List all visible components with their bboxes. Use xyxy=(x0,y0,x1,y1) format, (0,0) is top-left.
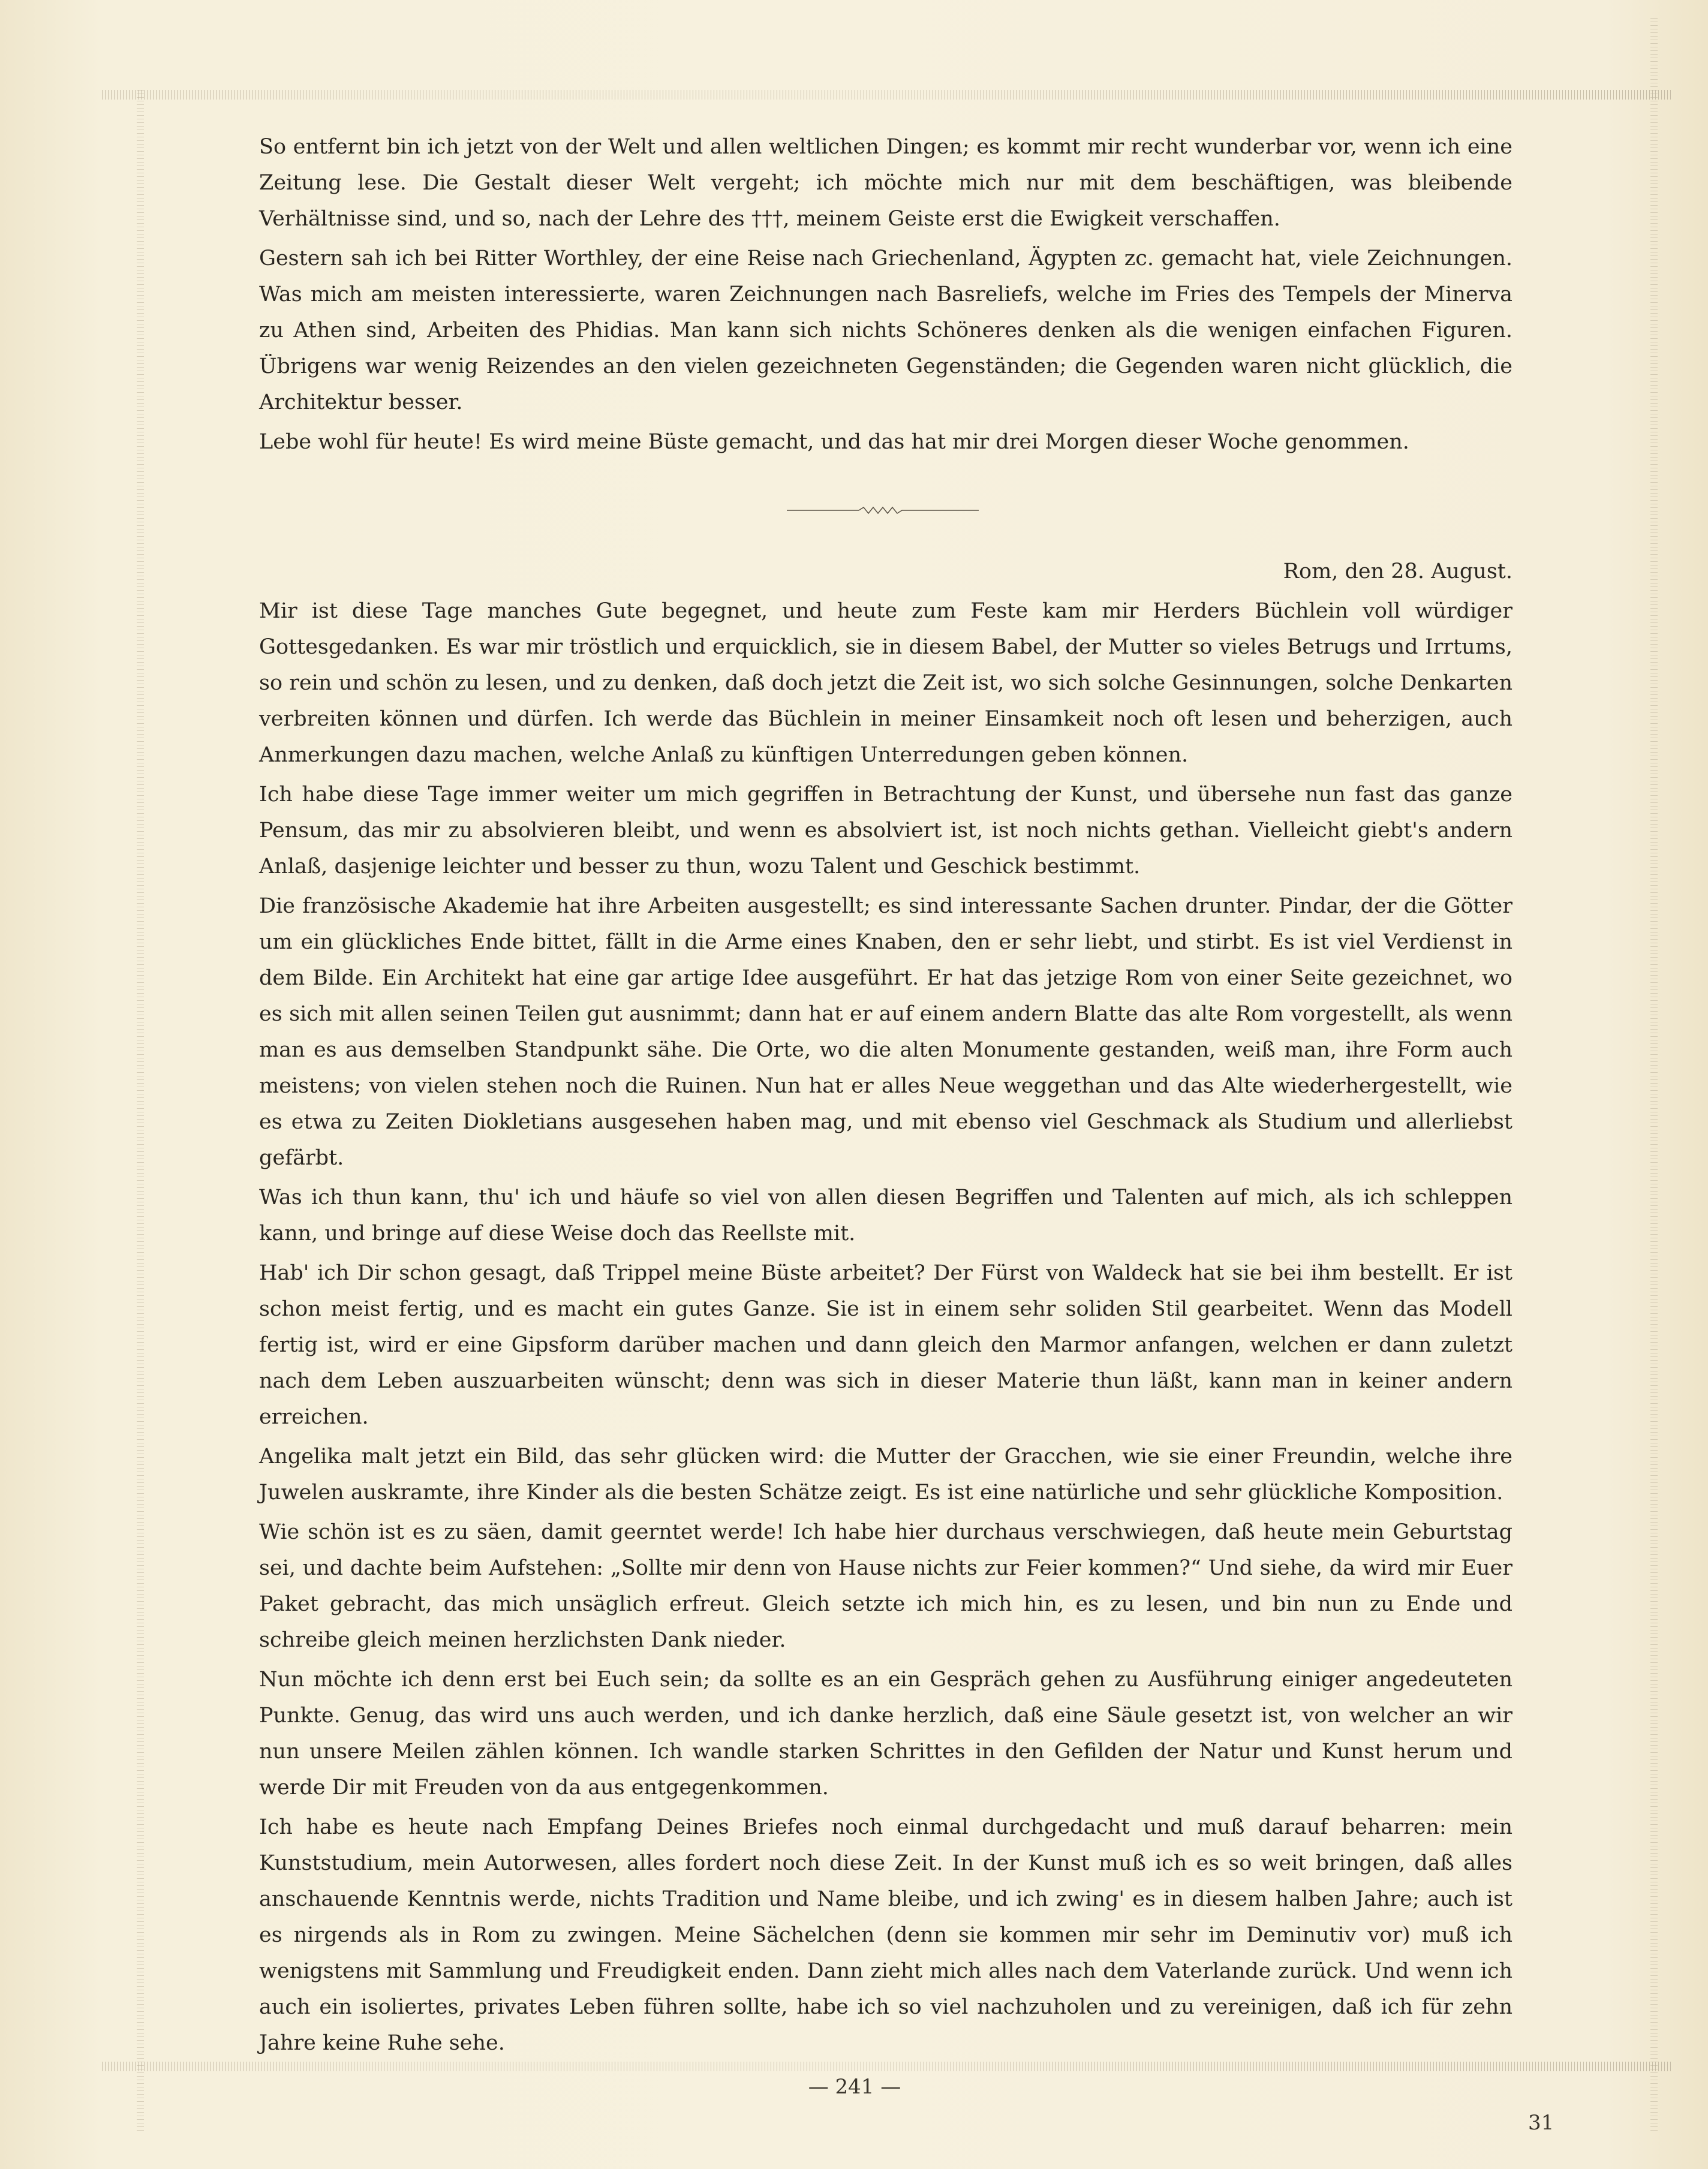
bottom-ornament-band xyxy=(102,2062,1673,2071)
signature-mark: 31 xyxy=(1528,2111,1554,2135)
paragraph: Hab' ich Dir schon gesagt, daß Trippel meine Büste arbeitet? Der Fürst von Waldeck hat sie bei ihm bestellt. Er ist schon meist fertig, und es macht ein gutes Ganze. Sie ist in einem sehr soliden Stil gearbeitet. Wenn das Modell fertig ist, wird er eine Gipsform darüber machen und dann gleich den Marmor anfangen, welchen er dann zuletzt nach dem Leben auszuarbeiten wünscht; denn was sich in dieser Materie thun läßt, kann man in keiner andern erreichen. xyxy=(259,1261,1512,1429)
text-body xyxy=(259,129,1512,2065)
paragraph: Lebe wohl für heute! Es wird meine Büste gemacht, und das hat mir drei Morgen dieser Woche genommen. xyxy=(259,430,1409,454)
right-ornament-rule xyxy=(1650,18,1658,2132)
paragraph: Was ich thun kann, thu' ich und häufe so viel von allen diesen Begriffen und Talenten auf mich, als ich schleppen kann, und bringe auf diese Weise doch das Reellste mit. xyxy=(259,1186,1512,1246)
paragraph: Ich habe diese Tage immer weiter um mich gegriffen in Betrachtung der Kunst, und übersehe nun fast das ganze Pensum, das mir zu absolvieren bleibt, und wenn es absolviert ist, ist noch nichts gethan. Vielleicht giebt's andern Anlaß, dasjenige leichter und besser zu thun, wozu Talent und Geschick bestimmt. xyxy=(259,783,1512,879)
section-divider xyxy=(259,464,1512,553)
page-number: — 241 — xyxy=(808,2075,901,2099)
paragraph: Ich habe es heute nach Empfang Deines Briefes noch einmal durchgedacht und muß darauf beharren: mein Kunststudium, mein Autorwesen, alles fordert noch diese Zeit. In der Kunst muß ich es so weit bringen, daß alles anschauende Kenntnis werde, nichts Tradition und Name bleibe, und ich zwing' es in diesem halben Jahre; auch ist es nirgends als in Rom zu zwingen. Meine Sächelchen (denn sie kommen mir sehr im Deminutiv vor) muß ich wenigstens mit Sammlung und Freudigkeit enden. Dann zieht mich alles nach dem Vaterlande zurück. Und wenn ich auch ein isoliertes, privates Leben führen sollte, habe ich so viel nachzuholen und zu vereinigen, daß ich für zehn Jahre keine Ruhe sehe. xyxy=(259,1815,1512,2055)
paragraph: Angelika malt jetzt ein Bild, das sehr glücken wird: die Mutter der Gracchen, wie sie einer Freundin, welche ihre Juwelen auskramte, ihre Kinder als die besten Schätze zeigt. Es ist eine natürliche und sehr glückliche Komposition. xyxy=(259,1445,1512,1505)
top-ornament-band xyxy=(102,90,1673,100)
paragraph: Wie schön ist es zu säen, damit geerntet werde! Ich habe hier durchaus verschwiegen, daß heute mein Geburtstag sei, und dachte beim Aufstehen: „Sollte mir denn von Hause nichts zur Feier kommen?“ Und siehe, da wird mir Euer Paket gebracht, das mich unsäglich erfreut. Gleich setzte ich mich hin, es zu lesen, und bin nun zu Ende und schreibe gleich meinen herzlichsten Dank nieder. xyxy=(259,1520,1512,1652)
paragraph: Die französische Akademie hat ihre Arbeiten ausgestellt; es sind interessante Sachen drunter. Pindar, der die Götter um ein glückliches Ende bittet, fällt in die Arme eines Knaben, den er sehr liebt, und stirbt. Es ist viel Verdienst in dem Bilde. Ein Architekt hat eine gar artige Idee ausgeführt. Er hat das jetzige Rom von einer Seite gezeichnet, wo es sich mit allen seinen Teilen gut ausnimmt; dann hat er auf einem andern Blatte das alte Rom vorgestellt, als wenn man es aus demselben Standpunkt sähe. Die Orte, wo die alten Monumente gestanden, weiß man, ihre Form auch meistens; von vielen stehen noch die Ruinen. Nun hat er alles Neue weggethan und das Alte wiederhergestellt, wie es etwa zu Zeiten Diokletians ausgesehen haben mag, und mit ebenso viel Geschmack als Studium und allerliebst gefärbt. xyxy=(259,894,1512,1170)
dateline: Rom, den 28. August. xyxy=(1283,559,1512,583)
left-ornament-rule xyxy=(137,90,144,2132)
paragraph: Nun möchte ich denn erst bei Euch sein; da sollte es an ein Gespräch gehen zu Ausführung einiger angedeuteten Punkte. Genug, das wird uns auch werden, und ich danke herzlich, daß eine Säule gesetzt ist, von welcher an wir nun unsere Meilen zählen können. Ich wandle starken Schrittes in den Gefilden der Natur und Kunst herum und werde Dir mit Freuden von da aus entgegenkommen. xyxy=(259,1668,1512,1800)
paragraph: Gestern sah ich bei Ritter Worthley, der eine Reise nach Griechenland, Ägypten zc. gemacht hat, viele Zeichnungen. Was mich am meisten interessierte, waren Zeichnungen nach Basreliefs, welche im Fries des Tempels der Minerva zu Athen sind, Arbeiten des Phidias. Man kann sich nichts Schöneres denken als die wenigen einfachen Figuren. Übrigens war wenig Reizendes an den vielen gezeichneten Gegenständen; die Gegenden waren nicht glücklich, die Architektur besser. xyxy=(259,246,1512,414)
wavy-divider-ornament xyxy=(787,506,979,515)
paragraph: Mir ist diese Tage manches Gute begegnet, und heute zum Feste kam mir Herders Büchlein voll würdiger Gottesgedanken. Es war mir tröstlich und erquicklich, sie in diesem Babel, der Mutter so vieles Betrugs und Irrtums, so rein und schön zu lesen, und zu denken, daß doch jetzt die Zeit ist, wo sich solche Gesinnungen, solche Denkarten verbreiten können und dürfen. Ich werde das Büchlein in meiner Einsamkeit noch oft lesen und beherzigen, auch Anmerkungen dazu machen, welche Anlaß zu künftigen Unterredungen geben können. xyxy=(259,599,1512,767)
paragraph: So entfernt bin ich jetzt von der Welt und allen weltlichen Dingen; es kommt mir recht wunderbar vor, wenn ich eine Zeitung lese. Die Gestalt dieser Welt vergeht; ich möchte mich nur mit dem beschäftigen, was bleibende Verhältnisse sind, und so, nach der Lehre des †††, meinem Geiste erst die Ewigkeit verschaffen. xyxy=(259,135,1512,231)
